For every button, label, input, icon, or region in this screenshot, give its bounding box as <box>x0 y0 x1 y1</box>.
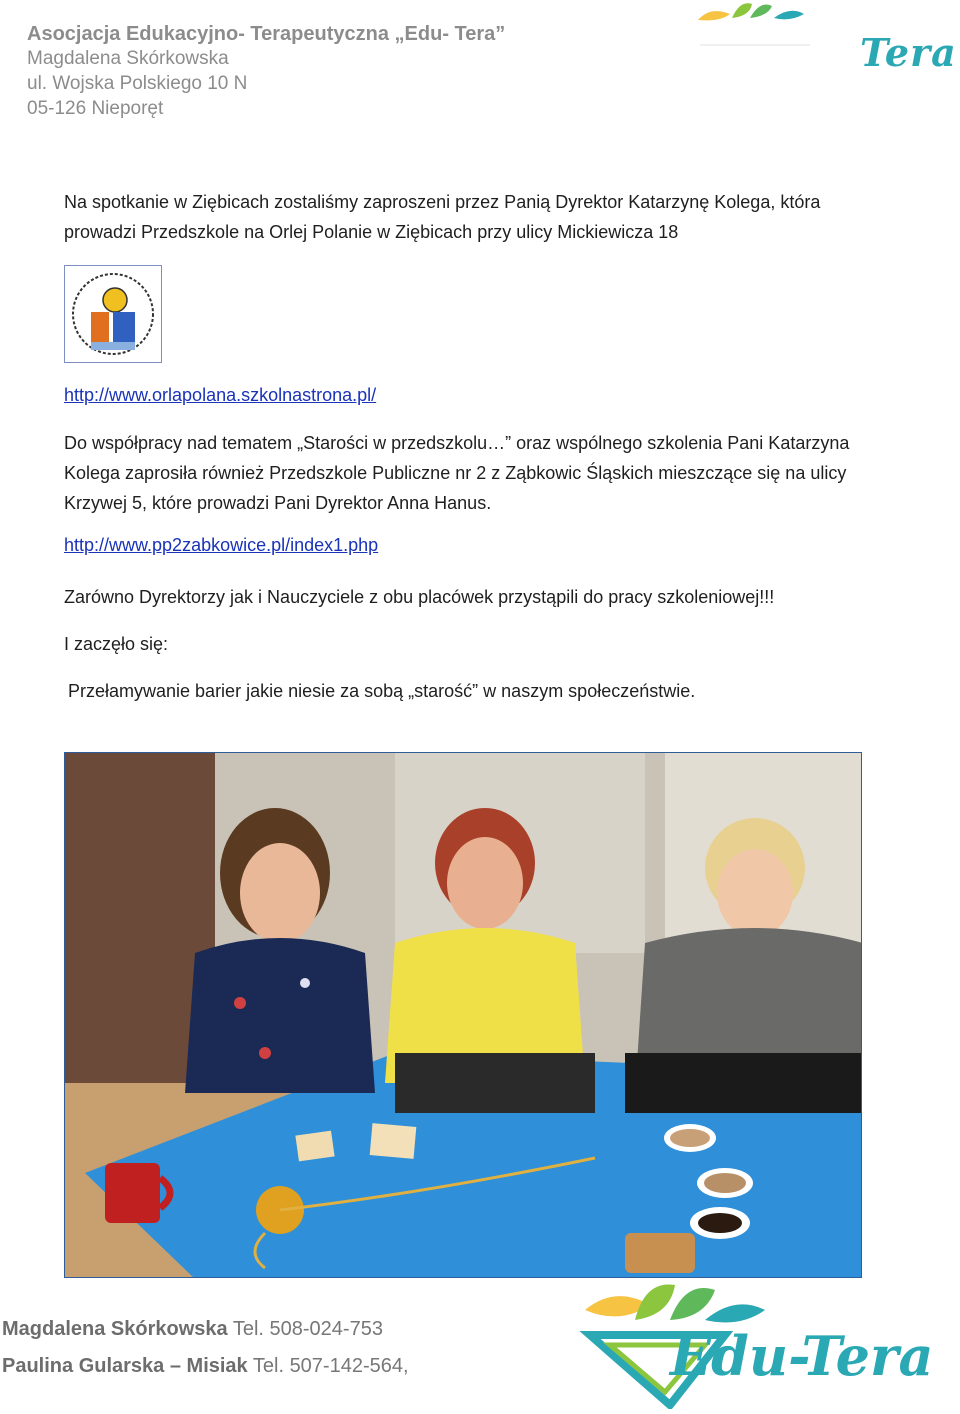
footer-person1-phone: Tel. 508-024-753 <box>227 1318 383 1340</box>
photo-illustration <box>65 753 862 1278</box>
paragraph-barriers: Przełamywanie barier jakie niesie za sobą „starość” w naszym społeczeństwie. <box>68 681 696 701</box>
header-organization: Asocjacja Edukacyjno- Terapeutyczna „Edu- Tera” <box>27 23 506 45</box>
footer-person2-name: Paulina Gularska – Misiak <box>2 1355 248 1377</box>
pp2zabkowice-link[interactable]: http://www.pp2zabkowice.pl/index1.php <box>64 535 379 555</box>
paragraph-invitation: Na spotkanie w Ziębicach zostaliśmy zaproszeni przez Panią Dyrektor Katarzynę Kolega, która prowadzi Przedszkole na Orlej Polanie w Ziębicach przy ulicy Mickiewicza 18 <box>64 192 821 242</box>
footer-contact-2 <box>2 1355 409 1378</box>
edu-tera-logo-bottom <box>575 1280 960 1409</box>
footer-contact-1 <box>2 1318 383 1341</box>
paragraph-training: Zarówno Dyrektorzy jak i Nauczyciele z obu placówek przystąpili do pracy szkoleniowej!!! <box>64 587 775 607</box>
school-logo-icon <box>65 266 161 362</box>
paragraph-cooperation: Do współpracy nad tematem „Starości w przedszkolu…” oraz wspólnego szkolenia Pani Katarzyna Kolega zaprosiła również Przedszkole Publiczne nr 2 z Ząbkowic Śląskich mieszczące się na ulicy Krzywej 5, które prowadzi Pani Dyrektor Anna Hanus. <box>64 433 850 513</box>
logo-top-text: Tera <box>860 30 957 75</box>
footer-person2-phone: Tel. 507-142-564, <box>247 1355 409 1377</box>
footer-person1-name: Magdalena Skórkowska <box>2 1318 228 1340</box>
edu-tera-logo-top <box>690 0 960 100</box>
footer-logo-text: Edu-Tera <box>670 1324 934 1388</box>
header-city: 05-126 Nieporęt <box>27 98 164 119</box>
training-photo <box>64 752 862 1278</box>
school-logo <box>64 265 162 363</box>
header-street: ul. Wojska Polskiego 10 N <box>27 73 248 94</box>
paragraph-start: I zaczęło się: <box>64 634 169 654</box>
edu-tera-leaves-icon <box>575 1280 960 1409</box>
header-name: Magdalena Skórkowska <box>27 48 229 69</box>
orlapolana-link[interactable]: http://www.orlapolana.szkolnastrona.pl/ <box>64 385 377 405</box>
